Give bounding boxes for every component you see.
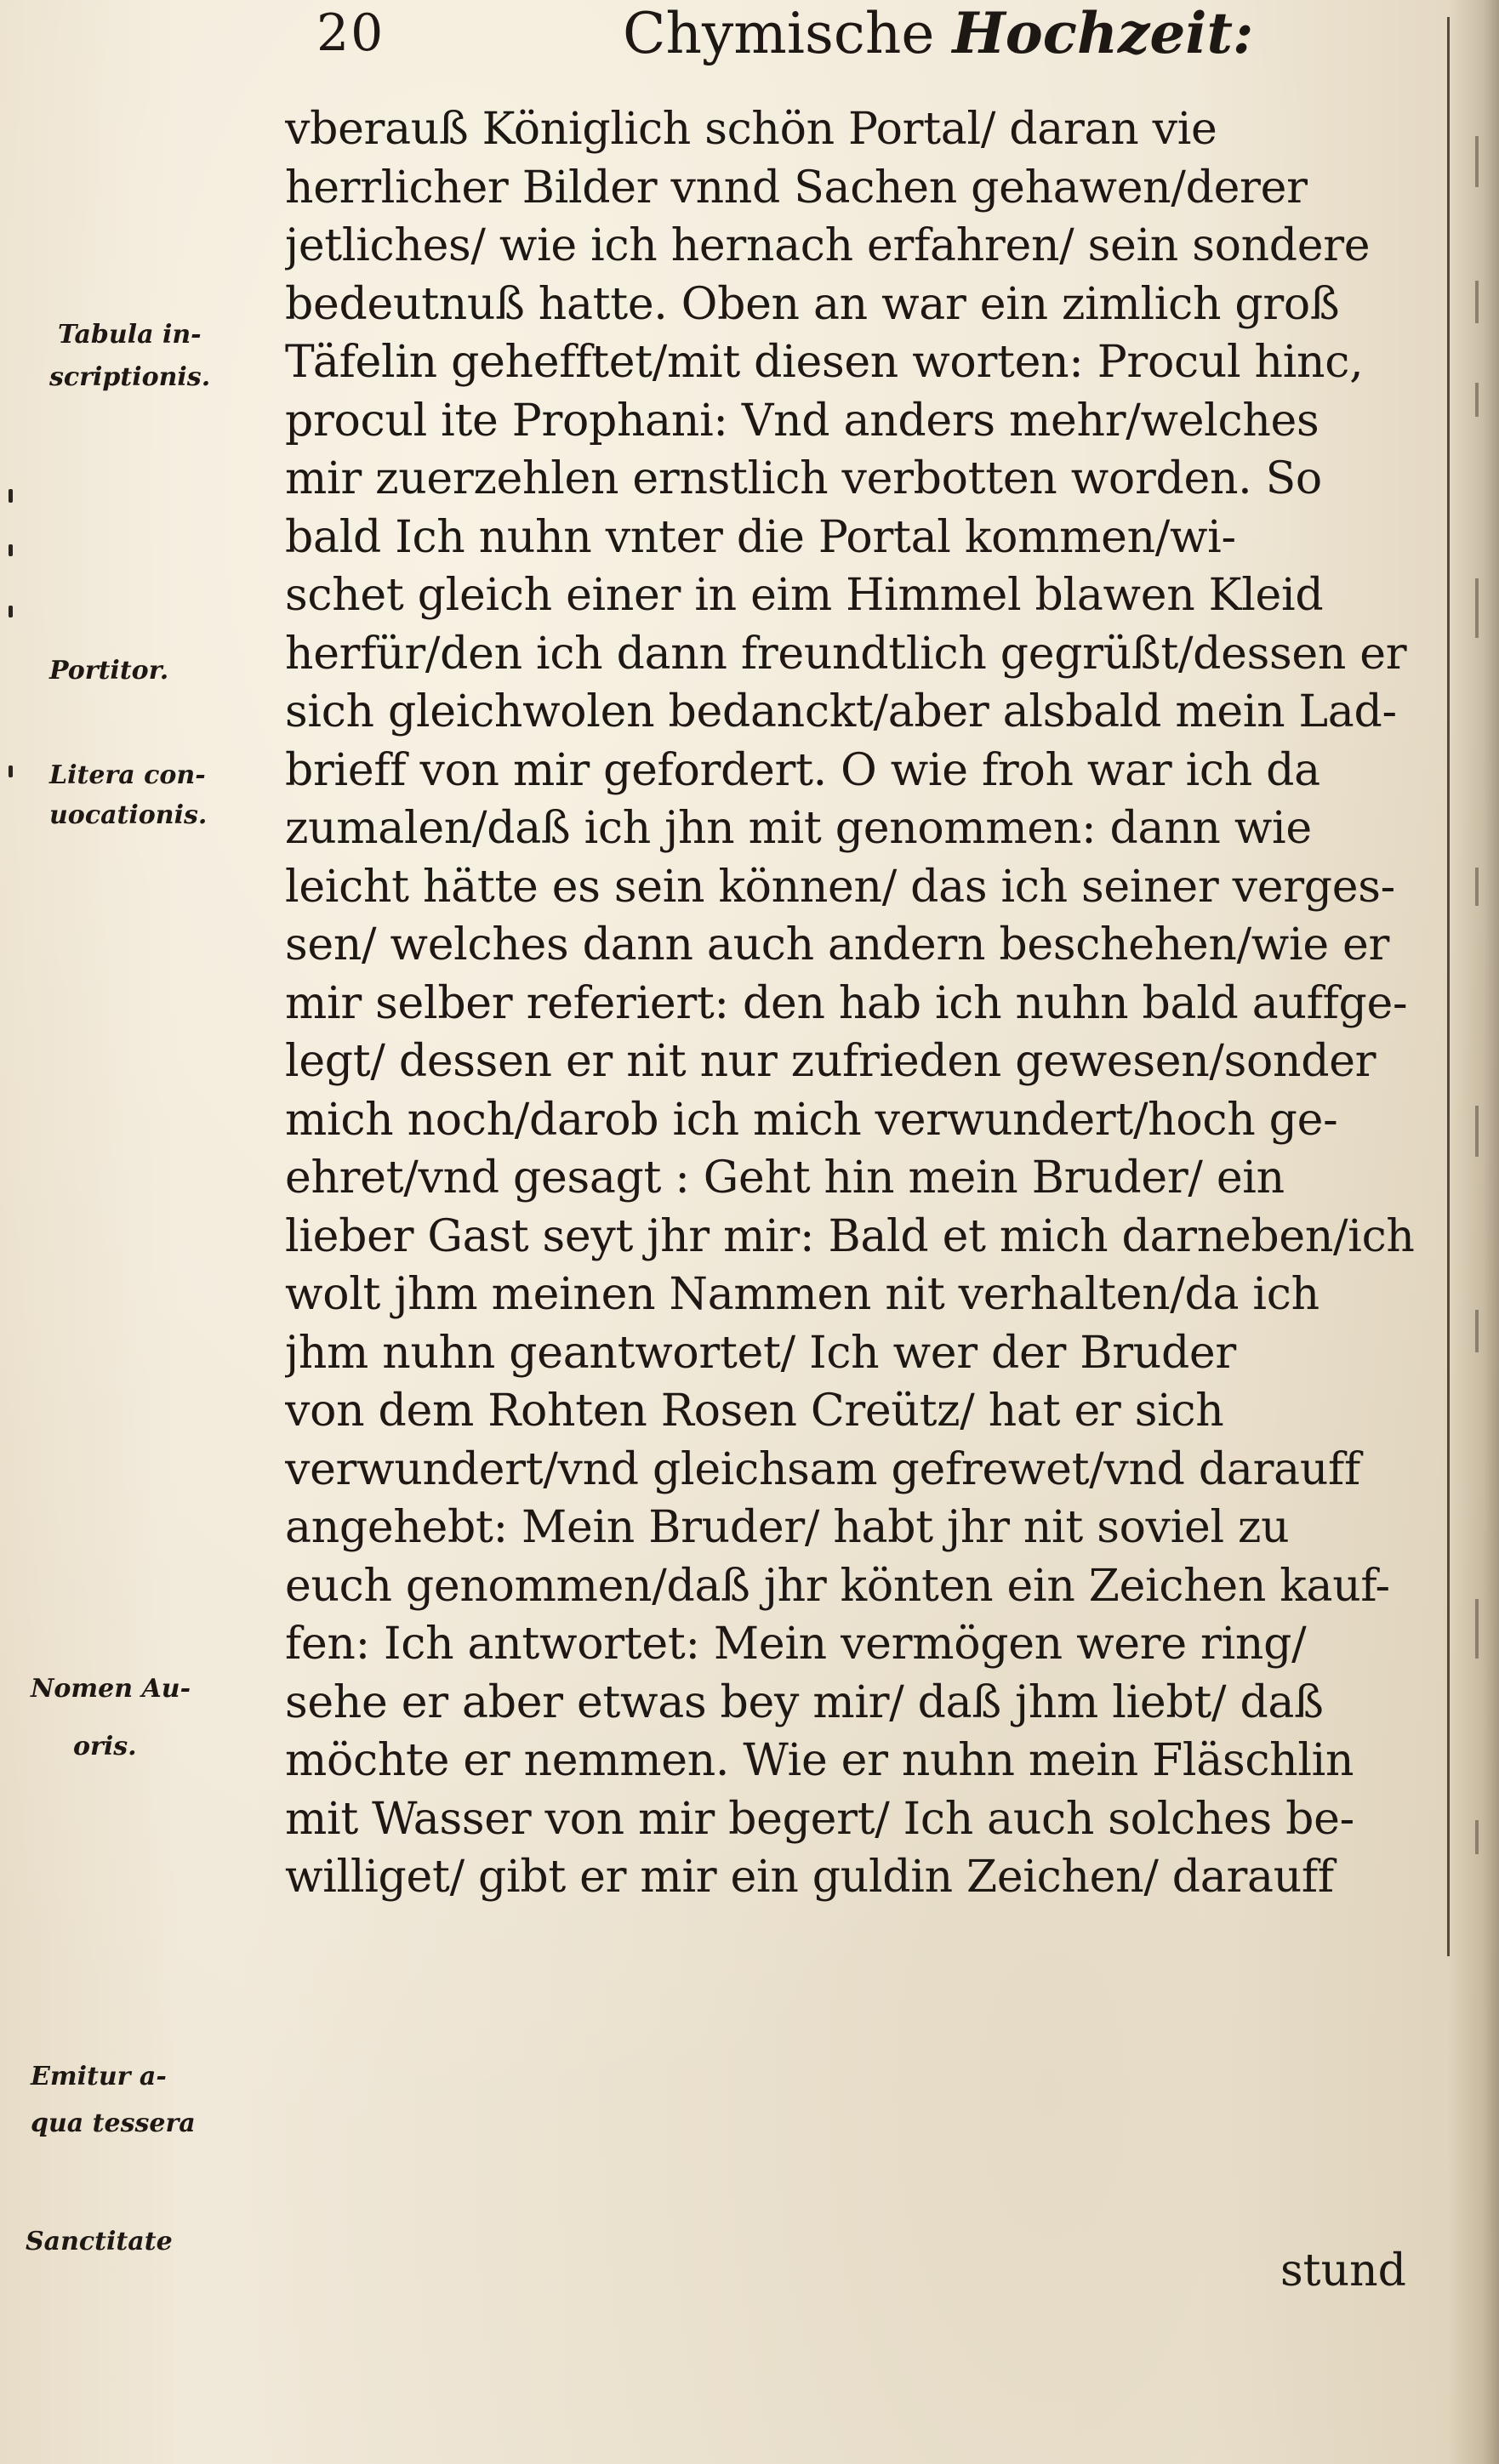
- margin-note: scriptionis.: [49, 362, 211, 392]
- text-line: mich noch/darob ich mich verwundert/hoch ge-: [285, 1094, 1338, 1146]
- text-line: möchte er nemmen. Wie er nuhn mein Fläschlin: [285, 1735, 1354, 1786]
- margin-note: Sanctitate: [26, 2227, 173, 2256]
- margin-note: uocationis.: [49, 800, 208, 830]
- page-number: 20: [316, 3, 385, 63]
- gutter-shadow: [1448, 0, 1499, 2464]
- text-line: fen: Ich antwortet: Mein vermögen were ring/: [285, 1619, 1307, 1670]
- text-line: angehebt: Mein Bruder/ habt jhr nit soviel zu: [285, 1502, 1290, 1553]
- catchword: stund: [1280, 2245, 1406, 2296]
- text-line: leicht hätte es sein können/ das ich seiner verges-: [285, 861, 1395, 913]
- margin-note: qua tessera: [31, 2108, 196, 2138]
- text-line: schet gleich einer in eim Himmel blawen Kleid: [285, 570, 1324, 621]
- text-line: vberauß Königlich schön Portal/ daran vie: [285, 104, 1217, 155]
- text-line: bald Ich nuhn vnter die Portal kommen/wi-: [285, 511, 1236, 563]
- text-line: lieber Gast seyt jhr mir: Bald et mich darneben/ich: [285, 1210, 1415, 1262]
- text-line: mir zuerzehlen ernstlich verbotten worden. So: [285, 453, 1322, 504]
- margin-note: Emitur a-: [31, 2062, 167, 2091]
- text-line: brieff von mir gefordert. O wie froh war ich da: [285, 744, 1320, 796]
- stray-mark: [9, 765, 13, 777]
- body-text: [285, 100, 1455, 1907]
- running-header: [316, 0, 1422, 78]
- text-line: verwundert/vnd gleichsam gefrewet/vnd darauff: [285, 1443, 1360, 1495]
- stray-mark: [9, 606, 13, 617]
- text-line: mit Wasser von mir begert/ Ich auch solches be-: [285, 1793, 1354, 1845]
- margin-note: oris.: [73, 1732, 137, 1761]
- text-line: wolt jhm meinen Nammen nit verhalten/da ich: [285, 1269, 1319, 1320]
- stray-mark: [9, 489, 13, 503]
- marginalia-column: [0, 0, 289, 2464]
- running-title-prefix: Chymische: [623, 1, 935, 66]
- text-line: legt/ dessen er nit nur zufrieden gewesen/sonder: [285, 1036, 1376, 1087]
- text-line: sich gleichwolen bedanckt/aber alsbald mein Lad-: [285, 686, 1397, 737]
- text-line: mir selber referiert: den hab ich nuhn bald auffge-: [285, 977, 1408, 1029]
- text-line: herrlicher Bilder vnnd Sachen gehawen/derer: [285, 162, 1308, 213]
- running-title: [623, 0, 1253, 66]
- text-line: euch genommen/daß jhr könten ein Zeichen kauf-: [285, 1560, 1390, 1612]
- text-line: Täfelin gehefftet/mit diesen worten: Procul hinc,: [285, 337, 1364, 388]
- margin-note: Litera con-: [49, 760, 206, 790]
- text-line: bedeutnuß hatte. Oben an war ein zimlich groß: [285, 278, 1340, 330]
- text-line: sehe er aber etwas bey mir/ daß jhm liebt/ daß: [285, 1676, 1324, 1728]
- running-title-blackletter: Hochzeit:: [952, 0, 1254, 66]
- text-line: sen/ welches dann auch andern beschehen/wie er: [285, 919, 1390, 970]
- text-line: williget/ gibt er mir ein guldin Zeichen/ darauff: [285, 1852, 1334, 1903]
- margin-note: Portitor.: [49, 656, 169, 686]
- page-edge-marks: [1475, 102, 1484, 1973]
- margin-note: Tabula in-: [58, 320, 202, 350]
- stray-mark: [9, 544, 13, 556]
- text-line: ehret/vnd gesagt : Geht hin mein Bruder/ ein: [285, 1152, 1285, 1204]
- text-line: procul ite Prophani: Vnd anders mehr/welches: [285, 395, 1319, 447]
- text-line: zumalen/daß ich jhn mit genommen: dann wie: [285, 803, 1312, 854]
- text-line: von dem Rohten Rosen Creütz/ hat er sich: [285, 1386, 1224, 1437]
- text-line: herfür/den ich dann freundtlich gegrüßt/dessen er: [285, 628, 1407, 680]
- text-line: jetliches/ wie ich hernach erfahren/ sein sondere: [285, 220, 1371, 271]
- text-line: jhm nuhn geantwortet/ Ich wer der Bruder: [285, 1327, 1236, 1379]
- margin-note: Nomen Au-: [31, 1674, 191, 1704]
